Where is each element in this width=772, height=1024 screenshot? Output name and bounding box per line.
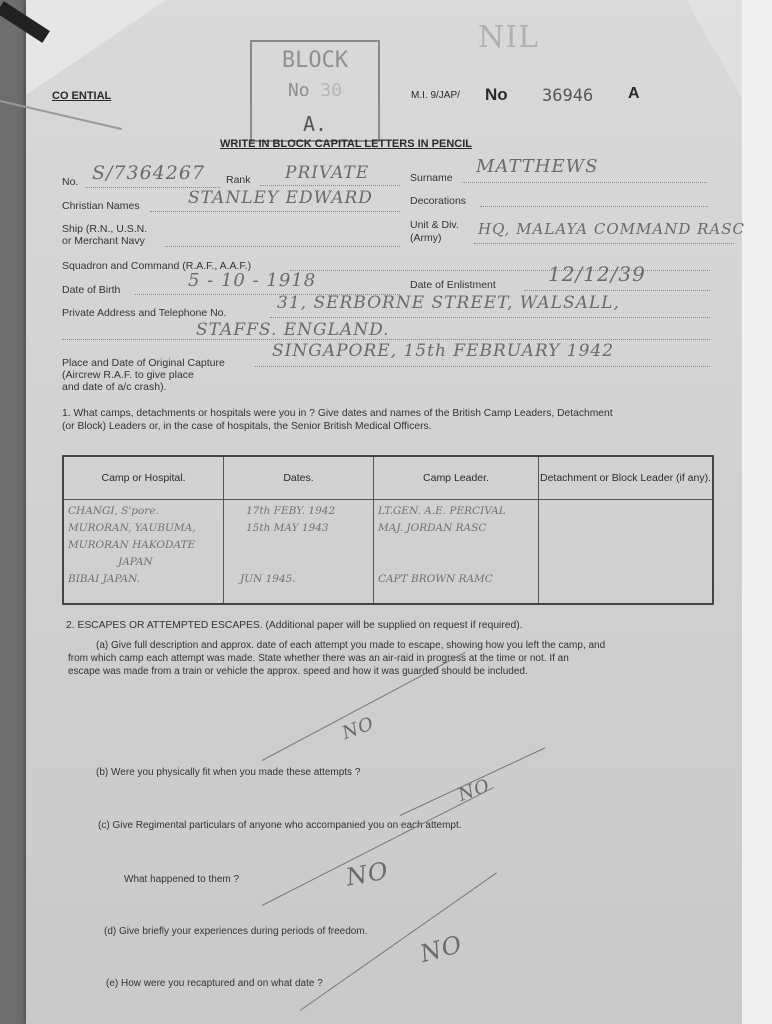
leader-cell: LT.GEN. A.E. PERCIVAL MAJ. JORDAN RASC CAPT BROWN RAMC bbox=[374, 500, 539, 605]
decorations-label: Decorations bbox=[410, 195, 467, 207]
rank-value: PRIVATE bbox=[285, 163, 370, 183]
col-camp-leader: Camp Leader. bbox=[374, 456, 539, 500]
question-a-line2: from which camp each attempt was made. State whether there was an air-raid in progress at the time or not. If an bbox=[68, 653, 569, 664]
instruction-heading: WRITE IN BLOCK CAPITAL LETTERS IN PENCIL bbox=[220, 138, 472, 150]
no-label: No. bbox=[62, 176, 79, 188]
no-value: S/7364267 bbox=[92, 162, 206, 184]
enlistment-label: Date of Enlistment bbox=[410, 279, 496, 291]
answer-c: NO bbox=[343, 856, 391, 892]
stamp-no-hand: 30 bbox=[320, 80, 343, 101]
capture-label-3: and date of a/c crash). bbox=[62, 381, 167, 393]
answer-a: NO bbox=[339, 713, 378, 744]
answer-d: NO bbox=[417, 929, 466, 969]
section1-question-line2: (or Block) Leaders or, in the case of hospitals, the Senior British Medical Officers. bbox=[62, 421, 432, 432]
col-camp: Camp or Hospital. bbox=[63, 456, 224, 500]
answer-b: NO bbox=[455, 775, 494, 806]
camps-table bbox=[62, 455, 714, 605]
table-row bbox=[63, 500, 713, 605]
question-a-line3: escape was made from a train or vehicle the approx. speed and how it was guarded should be included. bbox=[68, 666, 528, 677]
capture-label-2: (Aircrew R.A.F. to give place bbox=[62, 369, 194, 381]
section1-question-line1: 1. What camps, detachments or hospitals were you in ? Give dates and names of the British Camp Leaders, Detachment bbox=[62, 408, 613, 419]
stamp-line-1: BLOCK bbox=[281, 48, 349, 73]
dates-cell: 17th FEBY. 1942 15th MAY 1943 JUN 1945. bbox=[224, 500, 374, 605]
question-c: (c) Give Regimental particulars of anyone who accompanied you on each attempt. bbox=[98, 820, 462, 831]
confidential-label: CO ENTIAL bbox=[52, 90, 112, 102]
serial-suffix: A bbox=[628, 85, 640, 102]
col-dates: Dates. bbox=[224, 456, 374, 500]
mi-reference: M.I. 9/JAP/ bbox=[411, 90, 460, 101]
section2-heading: 2. ESCAPES OR ATTEMPTED ESCAPES. (Additional paper will be supplied on request if required). bbox=[66, 620, 523, 631]
rank-label: Rank bbox=[226, 174, 251, 186]
stamp-line-3: A. bbox=[302, 112, 328, 136]
address-value-1: 31, SERBORNE STREET, WALSALL, bbox=[277, 293, 620, 313]
detachment-cell bbox=[539, 500, 714, 605]
stamp-line-2 bbox=[252, 80, 378, 101]
enlistment-value: 12/12/39 bbox=[548, 262, 646, 286]
serial-number: 36946 bbox=[542, 86, 594, 106]
adjacent-page-edge bbox=[742, 0, 772, 1024]
block-stamp bbox=[250, 40, 380, 142]
unit-label-1: Unit & Div. bbox=[410, 219, 459, 231]
unit-label-2: (Army) bbox=[410, 232, 442, 244]
christian-names-label: Christian Names bbox=[62, 200, 140, 212]
surname-value: MATTHEWS bbox=[476, 156, 599, 177]
question-b: (b) Were you physically fit when you made these attempts ? bbox=[96, 767, 361, 778]
address-label: Private Address and Telephone No. bbox=[62, 307, 227, 319]
camp-cell: CHANGI, S'pore. MURORAN, YAUBUMA, MURORAN HAKODATE JAPAN BIBAI JAPAN. bbox=[63, 500, 224, 605]
question-c-follow-up: What happened to them ? bbox=[124, 874, 240, 885]
ship-label-2: or Merchant Navy bbox=[62, 235, 145, 247]
ship-label-1: Ship (R.N., U.S.N. bbox=[62, 223, 148, 235]
capture-value: SINGAPORE, 15th FEBRUARY 1942 bbox=[272, 341, 615, 361]
christian-names-value: STANLEY EDWARD bbox=[188, 188, 373, 208]
col-detachment-leader: Detachment or Block Leader (if any). bbox=[539, 456, 714, 500]
dob-value: 5 - 10 - 1918 bbox=[188, 270, 317, 291]
surname-label: Surname bbox=[410, 172, 453, 184]
address-value-2: STAFFS. ENGLAND. bbox=[196, 320, 390, 340]
unit-value: HQ, MALAYA COMMAND RASC bbox=[478, 220, 746, 238]
stamp-no: No bbox=[287, 80, 310, 101]
dob-label: Date of Birth bbox=[62, 284, 121, 296]
question-e: (e) How were you recaptured and on what date ? bbox=[106, 978, 323, 989]
capture-label-1: Place and Date of Original Capture bbox=[62, 357, 225, 369]
serial-no-label: No bbox=[485, 85, 508, 104]
question-a-line1: (a) Give full description and approx. date of each attempt you made to escape, showing how you left the camp, and bbox=[96, 640, 606, 651]
camps-table-header bbox=[63, 456, 713, 500]
corner-marking: NIL bbox=[478, 20, 540, 55]
squadron-label: Squadron and Command (R.A.F., A.A.F.) bbox=[62, 260, 252, 272]
question-d: (d) Give briefly your experiences during periods of freedom. bbox=[104, 926, 368, 937]
